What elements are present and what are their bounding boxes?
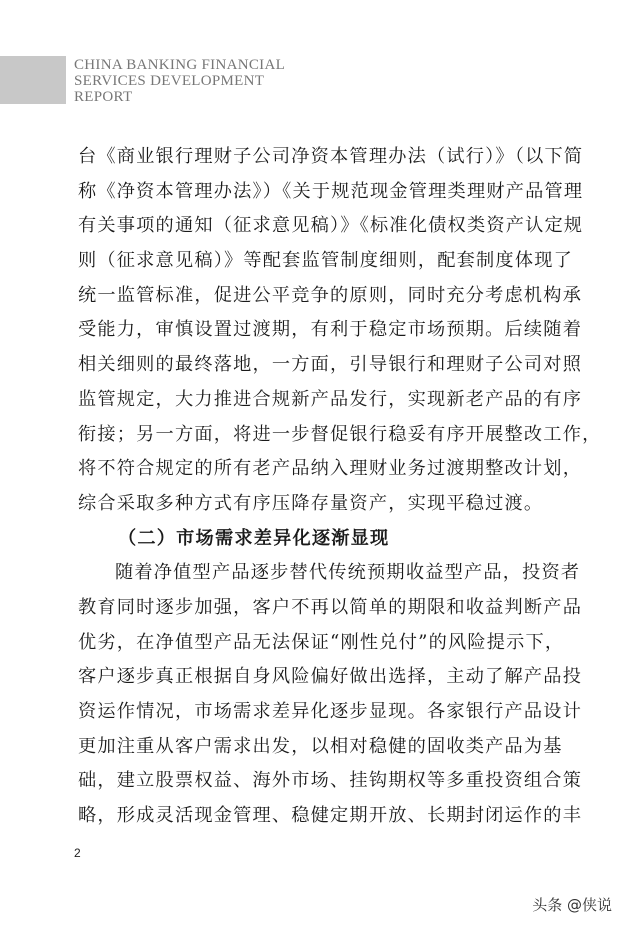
paragraph-line: 教育同时逐步加强，客户不再以简单的期限和收益判断产品 — [78, 596, 583, 618]
paragraph-line: 称《净资本管理办法》）《关于规范现金管理类理财产品管理 — [78, 180, 584, 202]
paragraph-line: 础，建立股票权益、海外市场、挂钩期权等多重投资组合策 — [78, 770, 583, 792]
paragraph-line: 优劣，在净值型产品无法保证“刚性兑付”的风险提示下， — [78, 631, 565, 653]
header-color-block — [0, 56, 66, 104]
paragraph-line: 客户逐步真正根据自身风险偏好做出选择，主动了解产品投 — [78, 666, 583, 688]
header-line-1: CHINA BANKING FINANCIAL — [74, 57, 286, 73]
report-header — [74, 57, 285, 105]
paragraph-line: 资运作情况，市场需求差异化逐步显现。各家银行产品设计 — [78, 701, 583, 722]
source-watermark: 头条 @侠说 — [532, 896, 612, 914]
paragraph-line: 有关事项的通知（征求意见稿）》《标准化债权类资产认定规 — [78, 215, 584, 237]
paragraph-line: 略，形成灵活现金管理、稳健定期开放、长期封闭运作的丰 — [78, 805, 583, 827]
paragraph-line: 随着净值型产品逐步替代传统预期收益型产品，投资者 — [115, 562, 581, 584]
paragraph-line: 受能力，审慎设置过渡期，有利于稳定市场预期。后续随着 — [78, 319, 583, 341]
paragraph-line: 综合采取多种方式有序压降存量资产，实现平稳过渡。 — [78, 492, 544, 514]
section-heading: （二）市场需求差异化逐渐显现 — [118, 527, 390, 549]
paragraph-line: 则（征求意见稿）》等配套监管制度细则，配套制度体现了 — [78, 250, 573, 272]
paragraph-line: 台《商业银行理财子公司净资本管理办法（试行）》（以下简 — [78, 146, 584, 167]
paragraph-line: 监管规定，大力推进合规新产品发行，实现新老产品的有序 — [78, 388, 583, 410]
paragraph-line: 更加注重从客户需求出发，以相对稳健的固收类产品为基 — [78, 735, 563, 757]
header-line-3: REPORT — [74, 89, 133, 105]
paragraph-line: 衔接；另一方面，将进一步督促银行稳妥有序开展整改工作， — [78, 423, 602, 445]
paragraph-line: 将不符合规定的所有老产品纳入理财业务过渡期整改计划， — [78, 458, 583, 480]
paragraph-line: 相关细则的最终落地，一方面，引导银行和理财子公司对照 — [78, 354, 583, 376]
paragraph-line: 统一监管标准，促进公平竞争的原则，同时充分考虑机构承 — [78, 284, 583, 306]
header-line-2: SERVICES DEVELOPMENT — [74, 73, 265, 89]
body-text — [78, 140, 602, 834]
page-number: 2 — [74, 846, 81, 860]
